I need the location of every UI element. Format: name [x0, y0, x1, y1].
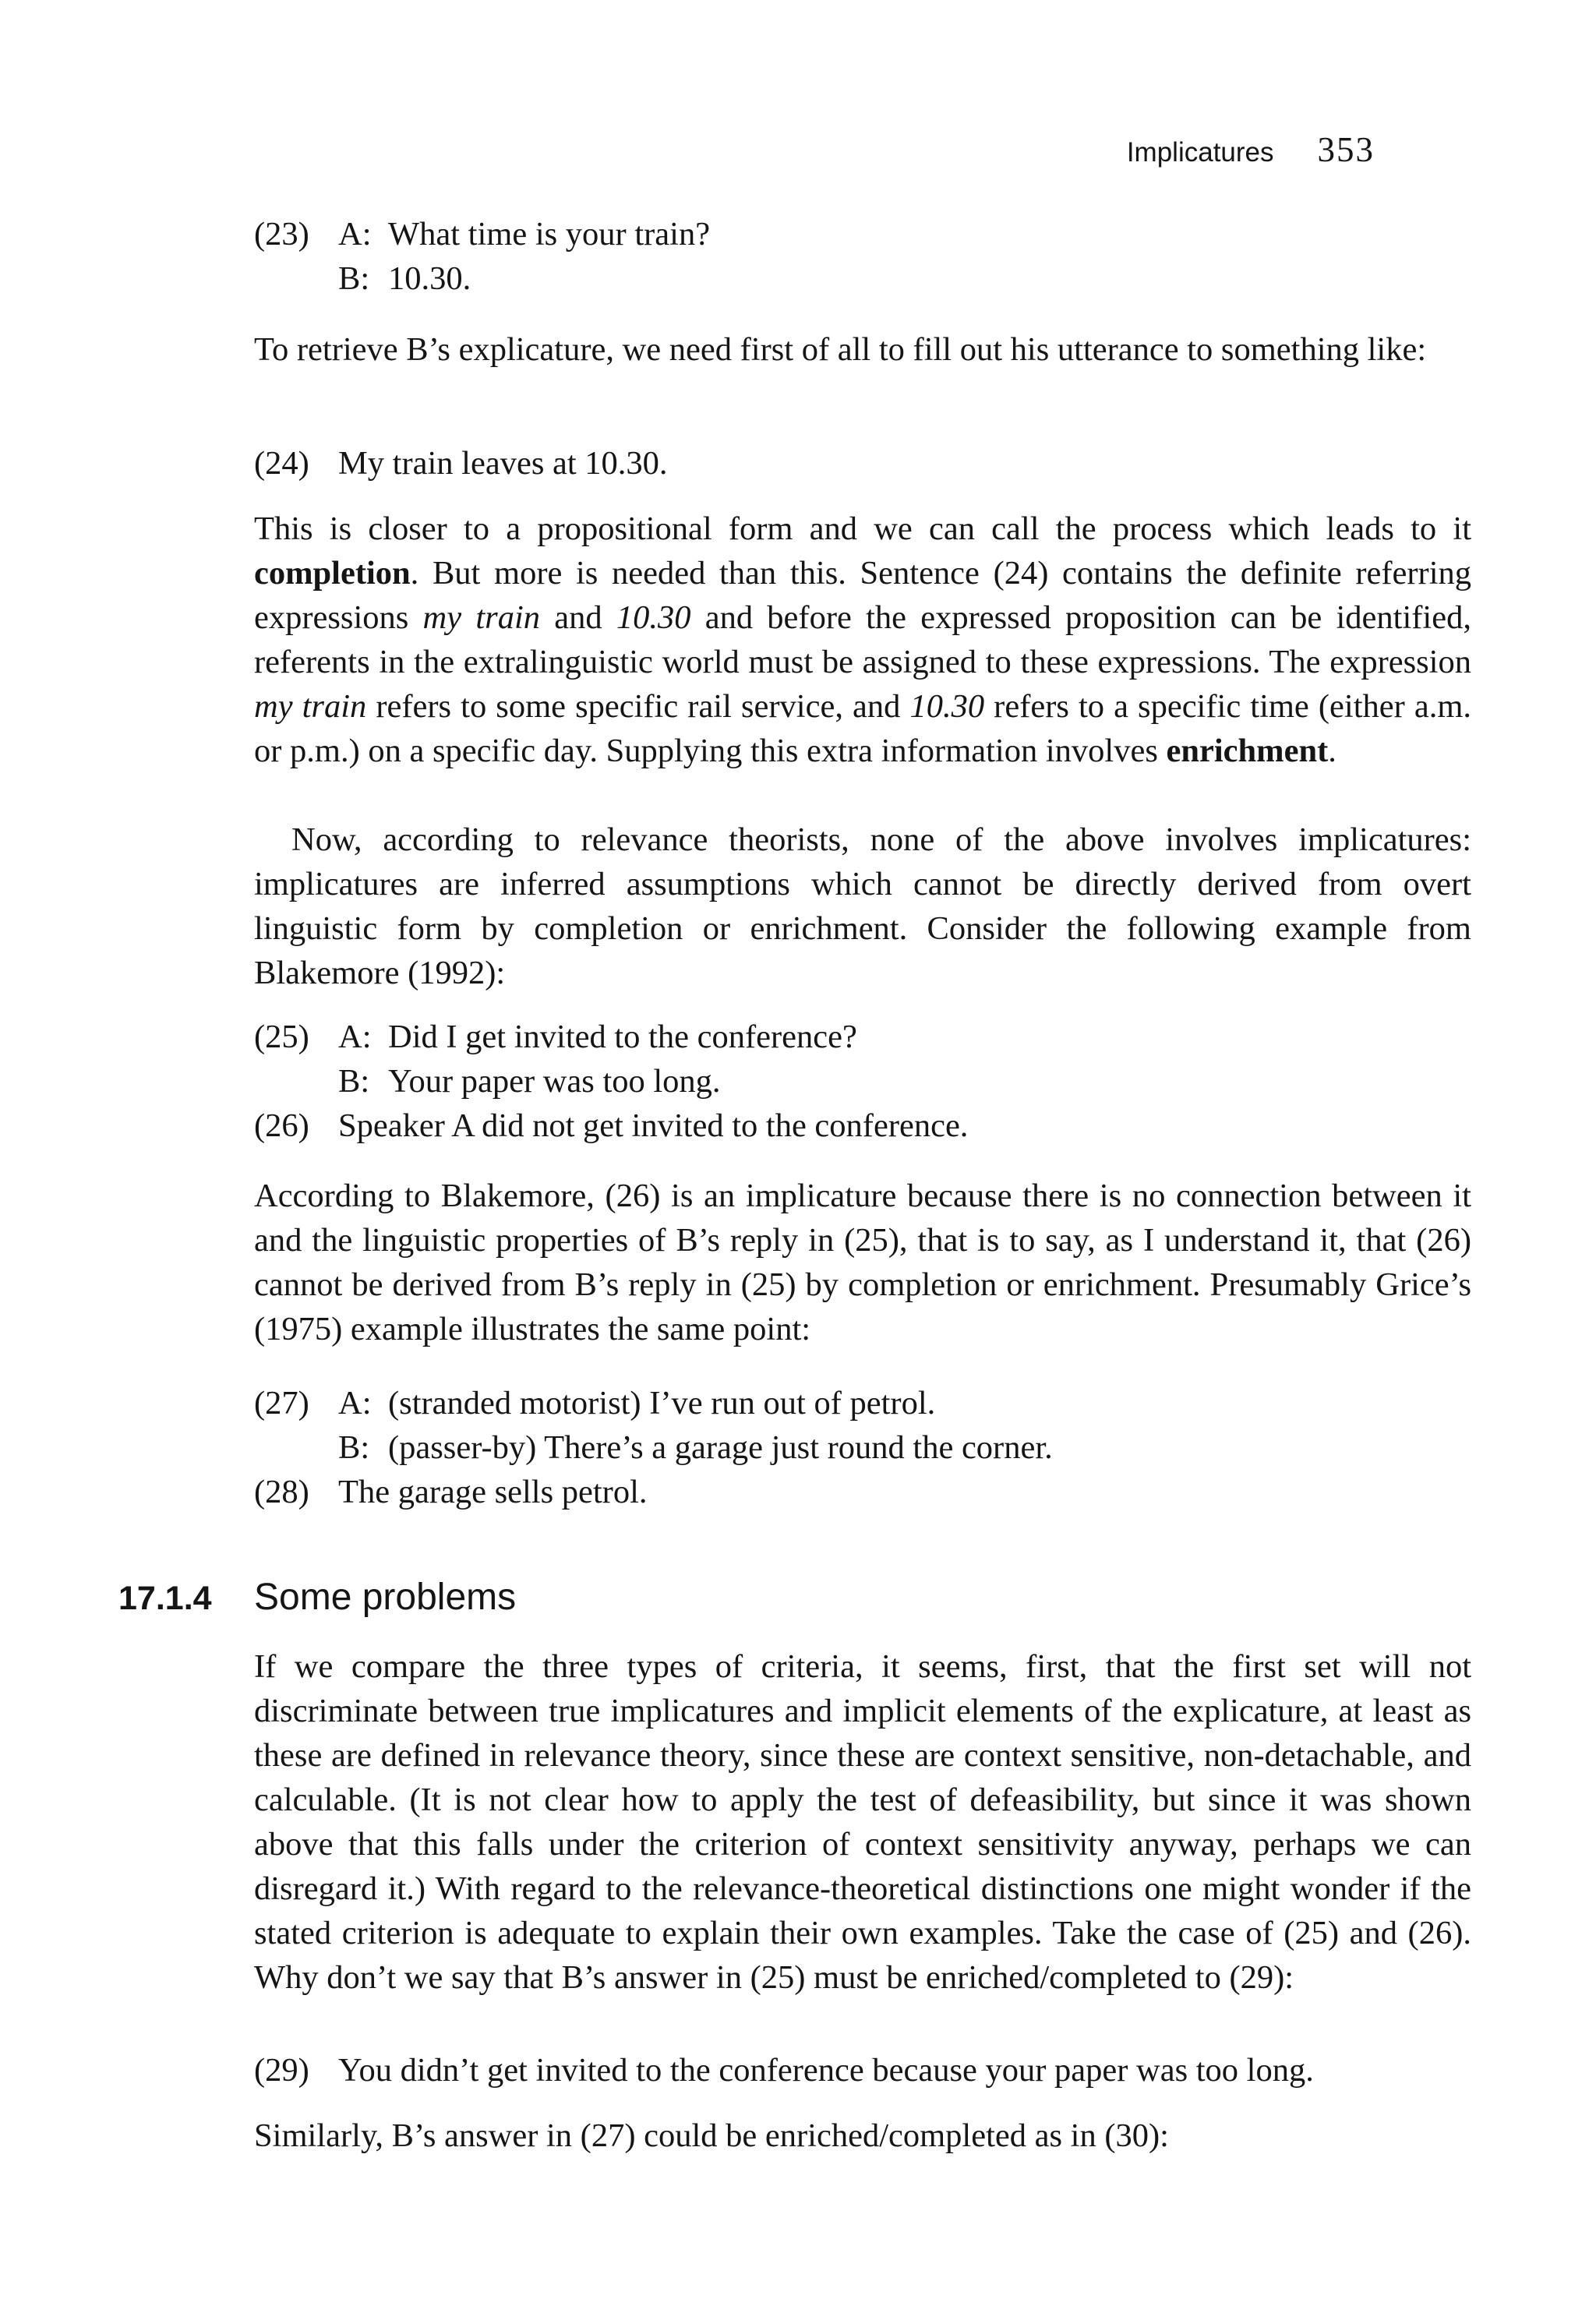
italic-expression: my train: [422, 599, 540, 636]
example-text: The garage sells petrol.: [338, 1474, 648, 1510]
example-text: (passer-by) There’s a garage just round the corner.: [388, 1429, 1053, 1466]
section-title: Some problems: [254, 1577, 517, 1618]
example-text: What time is your train?: [388, 216, 711, 253]
example-text: My train leaves at 10.30.: [338, 445, 668, 482]
paragraph-4: [254, 1174, 1471, 1351]
page-number: 353: [1317, 130, 1375, 169]
example-text: Your paper was too long.: [388, 1063, 721, 1100]
speaker-label: A:: [338, 1385, 372, 1421]
speaker-label: B:: [338, 260, 370, 297]
term-enrichment: enrichment: [1166, 733, 1329, 769]
paragraph-text: Now, according to relevance theorists, none of the above involves implicatures: implicatures are inferred assumptions which cannot be directly derived from overt linguistic form by completion or enrichment. Consider the following example from Blakemore (1992):: [254, 821, 1471, 991]
example-text: 10.30.: [388, 260, 471, 297]
example-number: (28): [254, 1474, 309, 1510]
example-24: [254, 441, 1517, 486]
speaker-label: B:: [338, 1429, 370, 1466]
paragraph-text: Similarly, B’s answer in (27) could be enriched/completed as in (30):: [254, 2117, 1169, 2154]
section-heading: [118, 1576, 516, 1630]
paragraph-1: [254, 327, 1471, 372]
paragraph-6: [254, 2114, 1471, 2158]
speaker-label: B:: [338, 1063, 370, 1100]
paragraph-text: To retrieve B’s explicature, we need first of all to fill out his utterance to something like:: [254, 331, 1427, 368]
paragraph-text: According to Blakemore, (26) is an implicature because there is no connection between it and the linguistic properties of B’s reply in (25), that is to say, as I understand it, that (26) cannot be derived from B’s reply in (25) by completion or enrichment. Presumably Grice’s (1975) example illustrates the same point:: [254, 1178, 1471, 1347]
speaker-label: A:: [338, 1019, 372, 1055]
example-number: (23): [254, 216, 309, 253]
example-number: (25): [254, 1019, 309, 1055]
example-number: (26): [254, 1107, 309, 1144]
term-completion: completion: [254, 555, 411, 592]
paragraph-2: [254, 507, 1471, 773]
running-head-title: Implicatures: [1126, 137, 1274, 168]
example-number: (27): [254, 1385, 309, 1421]
example-text: Speaker A did not get invited to the conference.: [338, 1107, 969, 1144]
running-head: [1127, 129, 1375, 176]
italic-expression: 10.30: [616, 599, 691, 636]
italic-expression: 10.30: [909, 688, 985, 725]
example-25: [254, 1015, 1517, 1148]
paragraph-text: This is closer to a propositional form and we can call the process which leads to it completion. But more is needed than this. Sentence (24) contains the definite referring expressions my train and 10.30 and before the expressed proposition can be identified, referents in the extralinguistic world must be assigned to these expressions. The expression my train refers to some specific rail service, and 10.30 refers to a specific time (either a.m. or p.m.) on a specific day. Supplying this extra information involves enrichment.: [254, 510, 1472, 769]
example-27: [254, 1381, 1517, 1514]
example-text: (stranded motorist) I’ve run out of petrol.: [388, 1385, 936, 1421]
section-number: 17.1.4: [118, 1580, 212, 1617]
speaker-label: A:: [338, 216, 372, 253]
example-number: (29): [254, 2052, 309, 2089]
example-29: [254, 2048, 1517, 2092]
example-text: Did I get invited to the conference?: [388, 1019, 857, 1055]
example-26: [254, 1104, 1517, 1148]
paragraph-3: [254, 818, 1471, 995]
example-text: You didn’t get invited to the conference because your paper was too long.: [338, 2052, 1314, 2089]
example-23: [254, 212, 1517, 301]
italic-expression: my train: [254, 688, 367, 725]
paragraph-text: If we compare the three types of criteria, it seems, first, that the first set will not discriminate between true implicatures and implicit elements of the explicature, at least as these are defined in relevance theory, since these are context sensitive, non-detachable, and calculable. (It is not clear how to apply the test of defeasibility, but since it was shown above that this falls under the criterion of context sensitivity anyway, perhaps we can disregard it.) With regard to the relevance-theoretical distinctions one might wonder if the stated criterion is adequate to explain their own examples. Take the case of (25) and (26). Why don’t we say that B’s answer in (25) must be enriched/completed to (29):: [254, 1648, 1471, 1996]
paragraph-5: [254, 1644, 1471, 2000]
example-28: [254, 1470, 1517, 1514]
example-number: (24): [254, 445, 309, 482]
